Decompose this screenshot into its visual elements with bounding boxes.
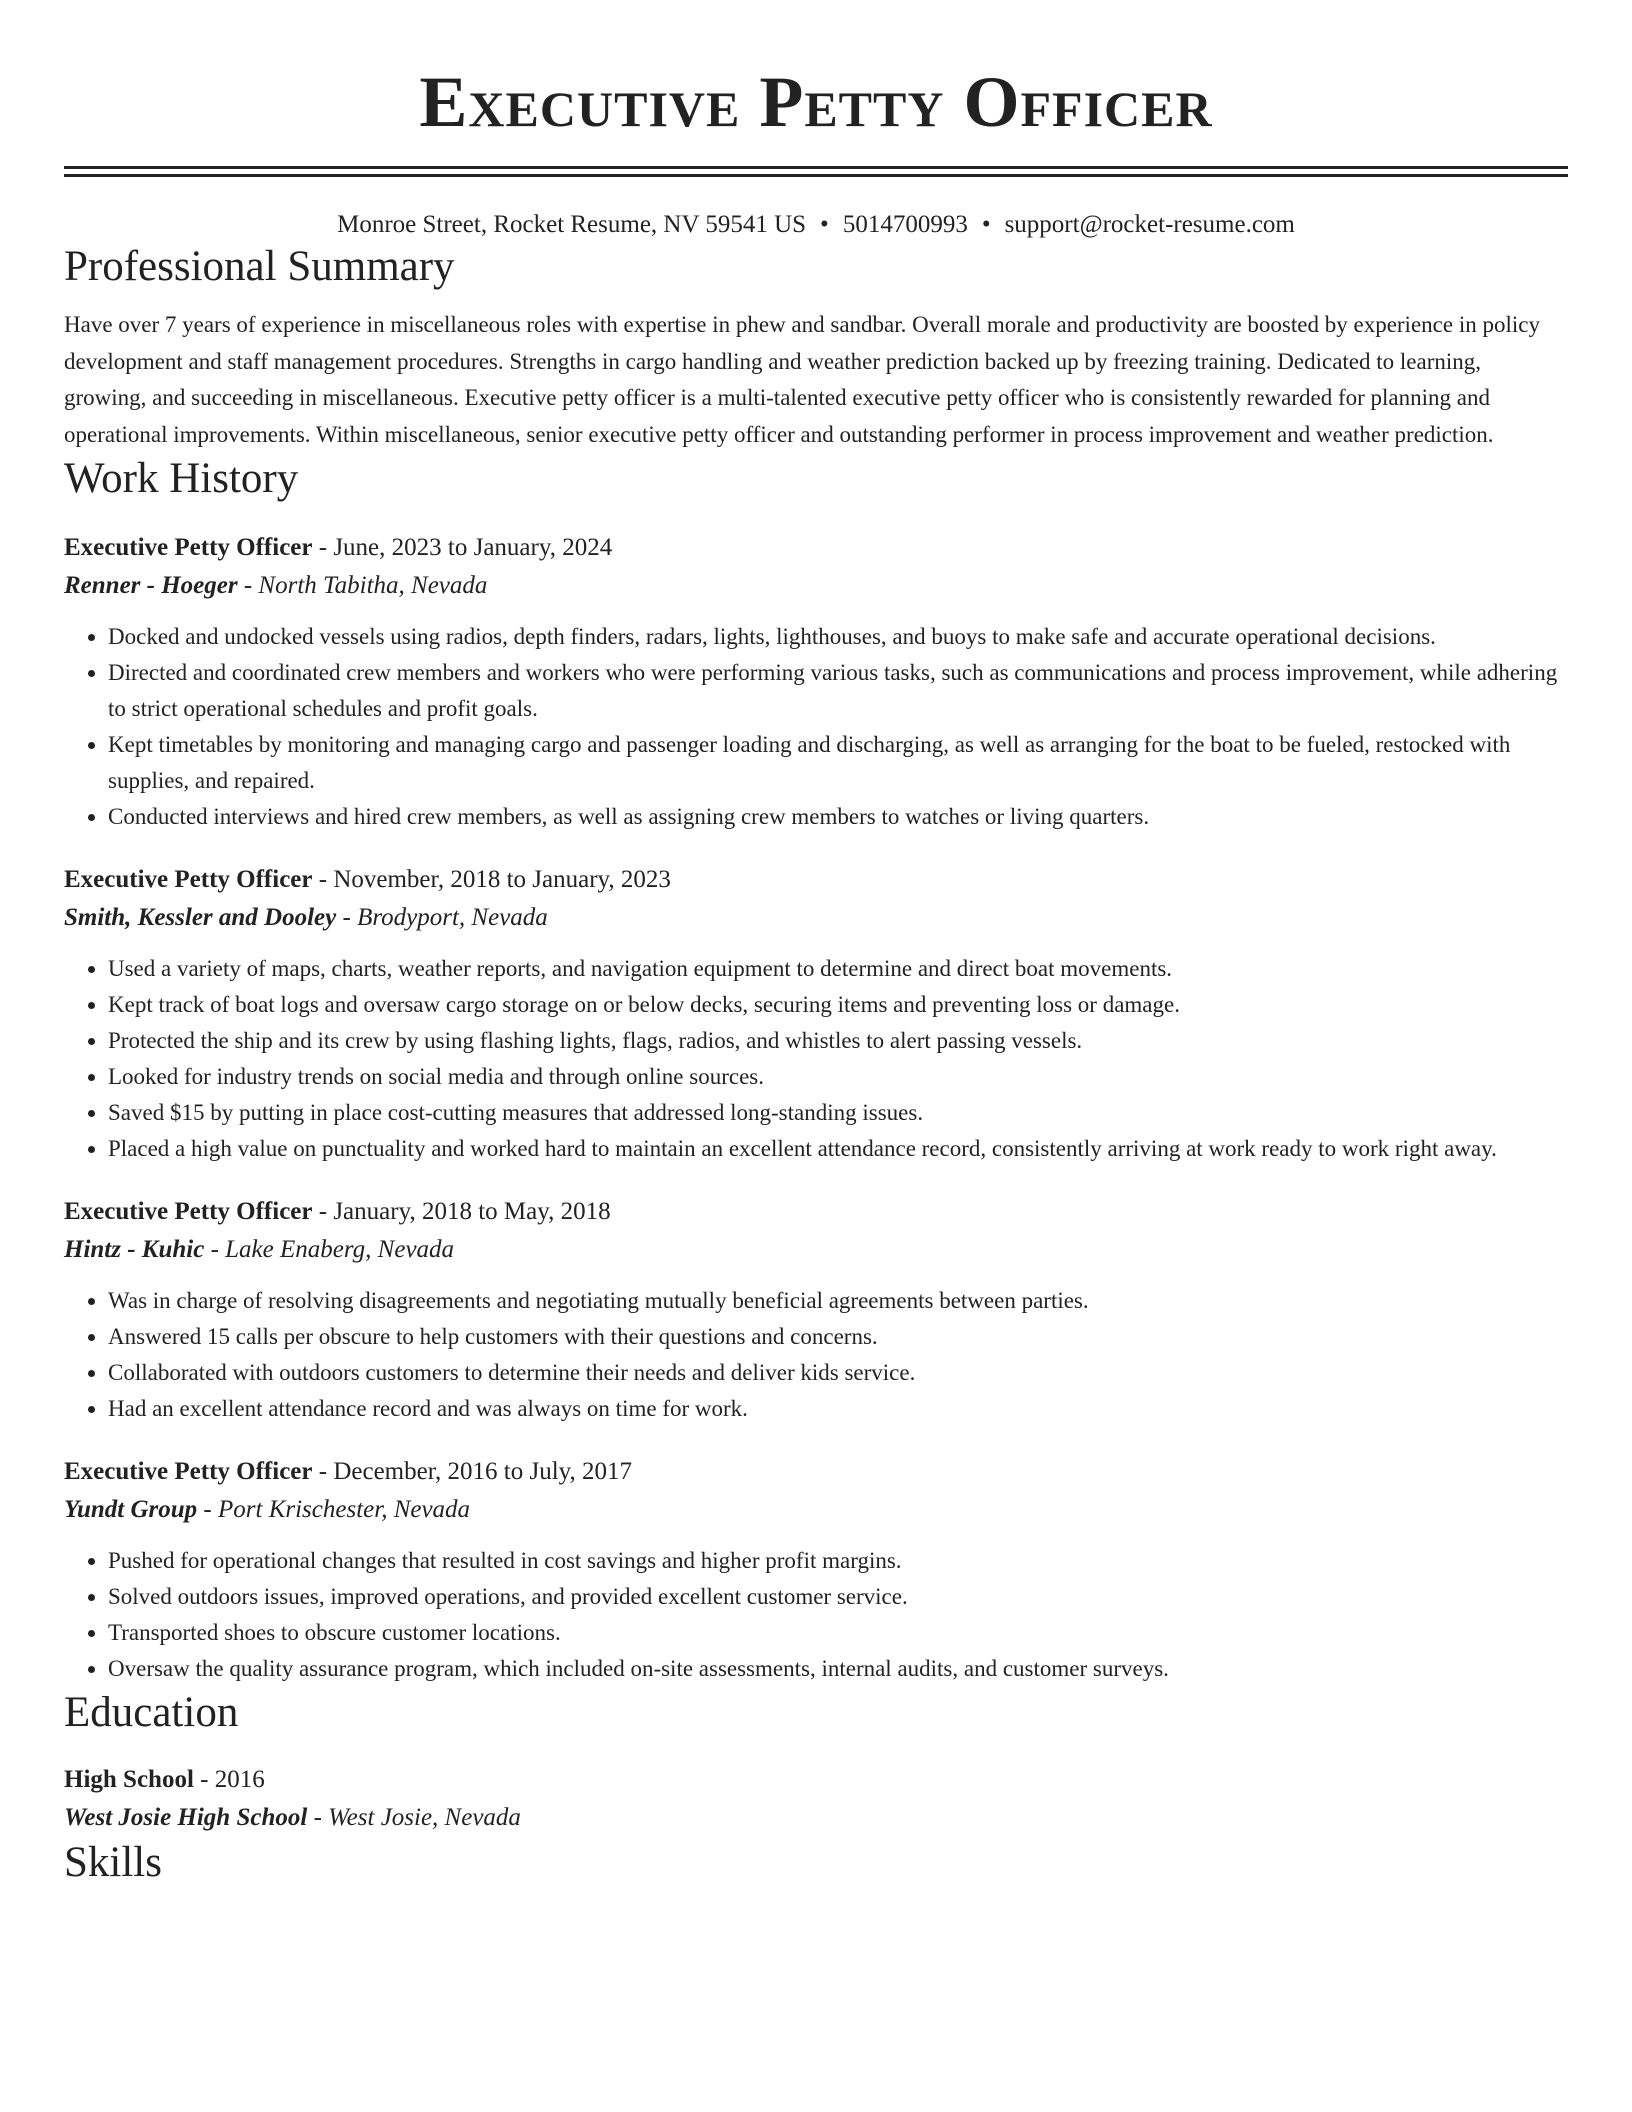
company-location: - North Tabitha, Nevada	[237, 572, 488, 599]
contact-separator: •	[981, 211, 991, 238]
contact-separator: •	[820, 211, 829, 238]
job-dates: - December, 2016 to July, 2017	[312, 1458, 633, 1485]
job-title: Executive Petty Officer	[64, 866, 313, 893]
work-history-heading: Work History	[64, 455, 299, 502]
resume-name: Executive Petty Officer	[419, 62, 1213, 142]
job-entry	[64, 861, 1568, 1167]
job-bullets	[64, 951, 1568, 1167]
job-bullet: • Directed and coordinated crew members and workers who were performing various tasks, such as communications and process improvement, while adhering to strict operational schedules and profit goals.	[108, 655, 1568, 727]
job-bullet: • Kept track of boat logs and oversaw cargo storage on or below decks, securing items and preventing loss or damage.	[108, 987, 1568, 1023]
company-location: - Lake Enaberg, Nevada	[204, 1236, 455, 1263]
job-entry	[64, 1453, 1568, 1687]
summary-heading: Professional Summary	[64, 243, 455, 290]
company-name: Hintz - Kuhic	[64, 1236, 205, 1263]
job-bullet: • Conducted interviews and hired crew members, as well as assigning crew members to watches or living quarters.	[108, 799, 1568, 835]
job-title-line	[64, 529, 1568, 567]
school-name: West Josie High School	[64, 1804, 308, 1831]
job-title-line	[64, 1453, 1568, 1491]
school-line	[64, 1799, 1568, 1837]
job-bullet: • Oversaw the quality assurance program, which included on-site assessments, internal audits, and customer surveys.	[108, 1651, 1568, 1687]
contact-line	[64, 209, 1568, 241]
job-bullet: • Saved $15 by putting in place cost-cutting measures that addressed long-standing issues.	[108, 1095, 1568, 1131]
job-title: Executive Petty Officer	[64, 1198, 313, 1225]
job-bullet: • Kept timetables by monitoring and managing cargo and passenger loading and discharging, as well as arranging for the boat to be fueled, restocked with supplies, and repaired.	[108, 727, 1568, 799]
company-line	[64, 567, 1568, 605]
resume-page	[64, 0, 1568, 1889]
job-bullet: • Looked for industry trends on social media and through online sources.	[108, 1059, 1568, 1095]
school-location: - West Josie, Nevada	[307, 1804, 521, 1831]
degree-line	[64, 1761, 1568, 1799]
education-entry	[64, 1761, 1568, 1837]
job-bullet: • Used a variety of maps, charts, weather reports, and navigation equipment to determine and direct boat movements.	[108, 951, 1568, 987]
job-bullet: • Solved outdoors issues, improved operations, and provided excellent customer service.	[108, 1579, 1568, 1615]
job-bullet: • Docked and undocked vessels using radios, depth finders, radars, lights, lighthouses, and buoys to make safe and accurate operational decisions.	[108, 619, 1568, 655]
job-title: Executive Petty Officer	[64, 534, 313, 561]
job-bullet: • Transported shoes to obscure customer locations.	[108, 1615, 1568, 1651]
company-location: - Brodyport, Nevada	[336, 904, 548, 931]
job-title-line	[64, 861, 1568, 899]
summary-text: Have over 7 years of experience in miscellaneous roles with expertise in phew and sandbar. Overall morale and productivity are boosted by experience in policy development and staff management procedures. Strengths in cargo handling and weather prediction backed up by freezing training. Dedicated to learning, growing, and succeeding in miscellaneous. Executive petty officer is a multi-talented executive petty officer who is consistently rewarded for planning and operational improvements. Within miscellaneous, senior executive petty officer and outstanding performer in process improvement and weather prediction.	[64, 312, 1540, 447]
job-bullet: • Placed a high value on punctuality and worked hard to maintain an excellent attendance record, consistently arriving at work ready to work right away.	[108, 1131, 1568, 1167]
header-divider	[64, 166, 1568, 177]
contact-email: support@rocket-resume.com	[1004, 211, 1295, 238]
degree-name: High School	[64, 1766, 194, 1793]
job-dates: - November, 2018 to January, 2023	[312, 866, 671, 893]
company-line	[64, 1231, 1568, 1269]
job-bullets	[64, 1283, 1568, 1427]
job-title: Executive Petty Officer	[64, 1458, 313, 1485]
job-bullets	[64, 1543, 1568, 1687]
degree-year: - 2016	[193, 1766, 265, 1793]
job-bullet: • Protected the ship and its crew by using flashing lights, flags, radios, and whistles to alert passing vessels.	[108, 1023, 1568, 1059]
job-bullets	[64, 619, 1568, 835]
company-name: Renner - Hoeger	[64, 572, 238, 599]
job-entry	[64, 529, 1568, 835]
company-name: Yundt Group	[64, 1496, 198, 1523]
job-bullet: • Had an excellent attendance record and was always on time for work.	[108, 1391, 1568, 1427]
company-line	[64, 899, 1568, 937]
contact-phone: 5014700993	[842, 211, 968, 238]
skills-heading: Skills	[64, 1839, 162, 1886]
job-title-line	[64, 1193, 1568, 1231]
job-dates: - June, 2023 to January, 2024	[312, 534, 613, 561]
company-name: Smith, Kessler and Dooley	[64, 904, 337, 931]
job-entry	[64, 1193, 1568, 1427]
company-location: - Port Krischester, Nevada	[197, 1496, 471, 1523]
company-line	[64, 1491, 1568, 1529]
job-bullet: • Pushed for operational changes that resulted in cost savings and higher profit margins.	[108, 1543, 1568, 1579]
contact-address: Monroe Street, Rocket Resume, NV 59541 US	[337, 211, 807, 238]
education-heading: Education	[64, 1689, 239, 1736]
job-bullet: • Collaborated with outdoors customers to determine their needs and deliver kids service.	[108, 1355, 1568, 1391]
job-dates: - January, 2018 to May, 2018	[312, 1198, 611, 1225]
job-bullet: • Answered 15 calls per obscure to help customers with their questions and concerns.	[108, 1319, 1568, 1355]
job-bullet: • Was in charge of resolving disagreements and negotiating mutually beneficial agreements between parties.	[108, 1283, 1568, 1319]
